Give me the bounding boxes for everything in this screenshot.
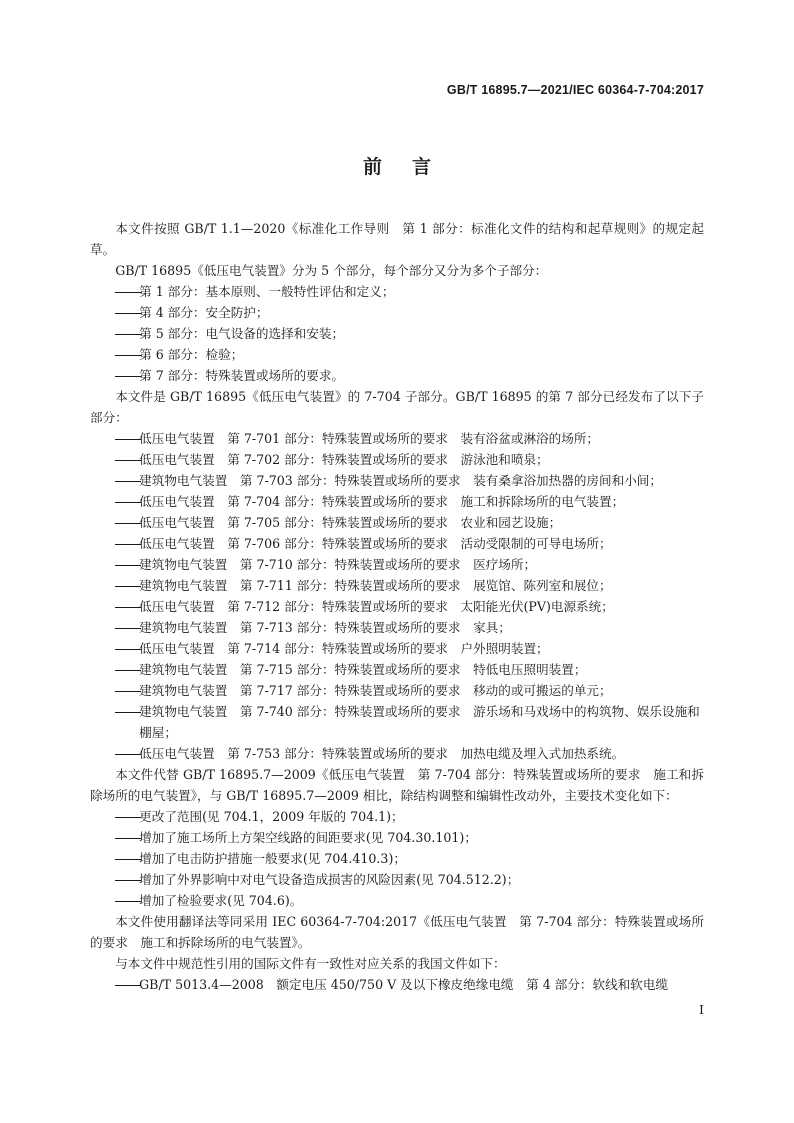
list-item <box>115 428 704 449</box>
replace-paragraph: 本文件代替 GB/T 16895.7—2009《低压电气装置 第 7-704 部分：特殊装置或场所的要求 施工和拆除场所的电气装置》，与 GB/T 16895.7—2009 相比，除结构调整和编辑性改动外，主要技术变化如下： <box>90 767 704 803</box>
list-item-text: 更改了范围(见 704.1，2009 年版的 704.1)； <box>139 809 404 824</box>
subparts-paragraph: 本文件是 GB/T 16895《低压电气装置》的 7-704 子部分。GB/T 16895 的第 7 部分已经发布了以下子部分： <box>90 389 704 425</box>
page-title: 前言 <box>362 156 461 178</box>
list-item <box>115 974 704 995</box>
translation-paragraph: 本文件使用翻译法等同采用 IEC 60364-7-704:2017《低压电气装置 第 7-704 部分：特殊装置或场所的要求 施工和拆除场所的电气装置》。 <box>90 914 704 950</box>
list-item-text: 低压电气装置 第 7-702 部分：特殊装置或场所的要求 游泳池和喷泉； <box>139 452 549 467</box>
list-item-text: 第 6 部分：检验； <box>139 347 244 362</box>
list-item <box>115 554 704 575</box>
list-item-text: 增加了施工场所上方架空线路的间距要求(见 704.30.101)； <box>139 830 477 845</box>
dash-marker <box>115 428 139 449</box>
list-item <box>115 344 704 365</box>
list-item <box>115 512 704 533</box>
list-item-text: 低压电气装置 第 7-701 部分：特殊装置或场所的要求 装有浴盆或淋浴的场所； <box>139 431 600 446</box>
list-item-text: 建筑物电气装置 第 7-713 部分：特殊装置或场所的要求 家具； <box>139 620 511 635</box>
dash-marker <box>115 344 139 365</box>
dash-marker <box>115 302 139 323</box>
list-item-text: GB/T 5013.4—2008 额定电压 450/750 V 及以下橡皮绝缘电缆 第 4 部分：软线和软电缆 <box>139 977 669 992</box>
dash-marker <box>115 827 139 848</box>
list-item-text: 增加了检验要求(见 704.6)。 <box>139 893 303 908</box>
dash-marker <box>115 323 139 344</box>
list-item <box>115 827 704 848</box>
list-item <box>115 365 704 386</box>
list-item-text: 低压电气装置 第 7-704 部分：特殊装置或场所的要求 施工和拆除场所的电气装置； <box>139 494 625 509</box>
dash-marker <box>115 743 139 764</box>
list-item-text: 第 1 部分：基本原则、一般特性评估和定义； <box>139 284 395 299</box>
dash-marker <box>115 638 139 659</box>
list-item-text: 第 4 部分：安全防护； <box>139 305 269 320</box>
dash-marker <box>115 617 139 638</box>
list-item-text: 低压电气装置 第 7-706 部分：特殊装置或场所的要求 活动受限制的可导电场所； <box>139 536 612 551</box>
refs-paragraph: 与本文件中规范性引用的国际文件有一致性对应关系的我国文件如下： <box>115 956 506 971</box>
dash-marker <box>115 470 139 491</box>
dash-marker <box>115 806 139 827</box>
document-code: GB/T 16895.7—2021/IEC 60364-7-704:2017 <box>446 83 704 97</box>
list-item <box>115 848 704 869</box>
list-item-text: 建筑物电气装置 第 7-715 部分：特殊装置或场所的要求 特低电压照明装置； <box>139 662 587 677</box>
list-item <box>115 491 704 512</box>
list-item-text: 增加了电击防护措施一般要求(见 704.410.3)； <box>139 851 406 866</box>
dash-marker <box>115 701 139 722</box>
list-item <box>115 743 704 764</box>
list-item-text: 建筑物电气装置 第 7-740 部分：特殊装置或场所的要求 游乐场和马戏场中的构筑物、娱乐设施和棚屋； <box>139 704 700 740</box>
list-item-text: 低压电气装置 第 7-712 部分：特殊装置或场所的要求 太阳能光伏(PV)电源系统； <box>139 599 614 614</box>
list-item <box>115 617 704 638</box>
list-item <box>115 449 704 470</box>
refs-list <box>90 974 704 995</box>
list-item-text: 低压电气装置 第 7-714 部分：特殊装置或场所的要求 户外照明装置； <box>139 641 549 656</box>
dash-marker <box>115 680 139 701</box>
list-item <box>115 302 704 323</box>
list-item <box>115 575 704 596</box>
dash-marker <box>115 890 139 911</box>
list-item-text: 建筑物电气装置 第 7-703 部分：特殊装置或场所的要求 装有桑拿浴加热器的房间和小间； <box>139 473 662 488</box>
dash-marker <box>115 575 139 596</box>
list-item-text: 低压电气装置 第 7-753 部分：特殊装置或场所的要求 加热电缆及埋入式加热系统。 <box>139 746 625 761</box>
list-item <box>115 323 704 344</box>
list-item-text: 建筑物电气装置 第 7-710 部分：特殊装置或场所的要求 医疗场所； <box>139 557 537 572</box>
list-item-text: 第 5 部分：电气设备的选择和安装； <box>139 326 345 341</box>
subparts-list <box>90 428 704 764</box>
list-item-text: 建筑物电气装置 第 7-717 部分：特殊装置或场所的要求 移动的或可搬运的单元； <box>139 683 612 698</box>
list-item-text: 第 7 部分：特殊装置或场所的要求。 <box>139 368 345 383</box>
dash-marker <box>115 449 139 470</box>
series-paragraph: GB/T 16895《低压电气装置》分为 5 个部分，每个部分又分为多个子部分： <box>115 263 548 278</box>
list-item-text: 低压电气装置 第 7-705 部分：特殊装置或场所的要求 农业和园艺设施； <box>139 515 562 530</box>
list-item-text: 建筑物电气装置 第 7-711 部分：特殊装置或场所的要求 展览馆、陈列室和展位； <box>139 578 612 593</box>
document-body <box>90 218 704 995</box>
list-item <box>115 659 704 680</box>
list-item <box>115 470 704 491</box>
dash-marker <box>115 512 139 533</box>
intro-paragraph: 本文件按照 GB/T 1.1—2020《标准化工作导则 第 1 部分：标准化文件的结构和起草规则》的规定起草。 <box>90 221 704 257</box>
list-item-text: 增加了外界影响中对电气设备造成损害的风险因素(见 704.512.2)； <box>139 872 520 887</box>
list-item <box>115 596 704 617</box>
list-item <box>115 806 704 827</box>
dash-marker <box>115 974 139 995</box>
page-number: I <box>699 1002 704 1017</box>
dash-marker <box>115 554 139 575</box>
list-item <box>115 281 704 302</box>
dash-marker <box>115 596 139 617</box>
parts-list <box>90 281 704 386</box>
list-item <box>115 890 704 911</box>
list-item <box>115 638 704 659</box>
list-item <box>115 533 704 554</box>
list-item <box>115 869 704 890</box>
dash-marker <box>115 491 139 512</box>
dash-marker <box>115 365 139 386</box>
dash-marker <box>115 281 139 302</box>
changes-list <box>90 806 704 911</box>
dash-marker <box>115 533 139 554</box>
list-item <box>115 701 704 743</box>
list-item <box>115 680 704 701</box>
dash-marker <box>115 659 139 680</box>
dash-marker <box>115 869 139 890</box>
dash-marker <box>115 848 139 869</box>
